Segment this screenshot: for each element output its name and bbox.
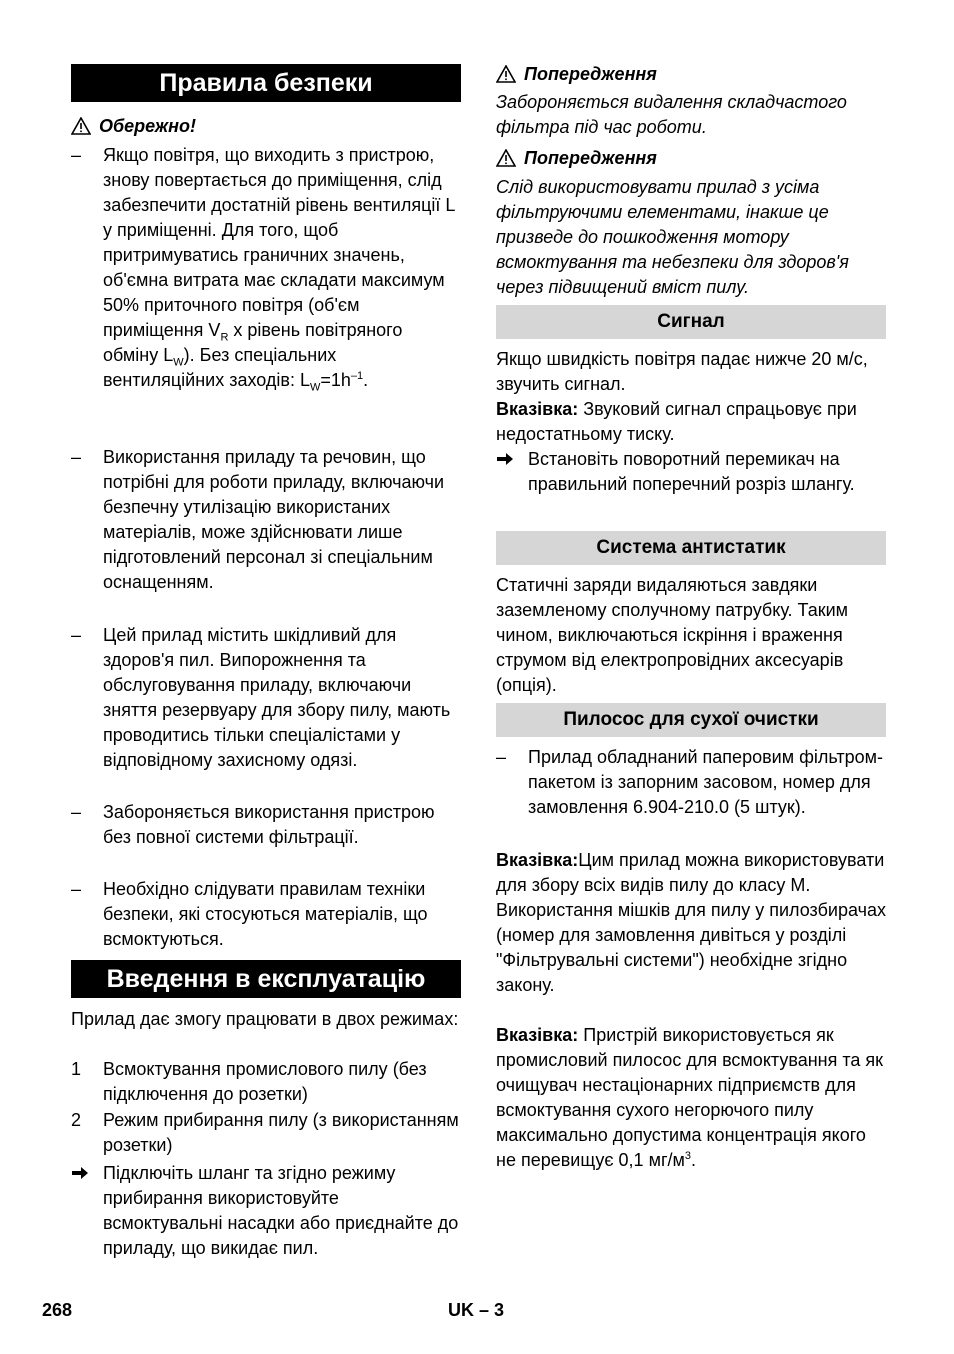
list-marker: – — [71, 145, 82, 165]
section-code: UK – 3 — [448, 1300, 505, 1320]
list-text: Режим прибирання пилу (з використанням розетки) — [103, 1110, 459, 1155]
list-item — [71, 800, 461, 850]
list-marker: – — [71, 625, 82, 645]
intro-text: Прилад дає змогу працювати в двох режимах: — [71, 1009, 459, 1029]
list-marker: – — [71, 879, 82, 899]
action-item — [496, 447, 886, 497]
signal-text: Якщо швидкість повітря падає нижче 20 м/с, звучить сигнал. — [496, 349, 868, 394]
list-marker: 2 — [71, 1110, 82, 1130]
section-heading-safety: Правила безпеки — [71, 64, 461, 102]
note-text: Вказівка:Цим прилад можна використовувати для збору всіх видів пилу до класу M. Використання мішків для пилу у пилозбирачах (номер для замовлення дивіться у розділі "Фільтрувальні системи") необхідне згідно закону. — [496, 850, 886, 995]
list-marker: – — [71, 802, 82, 822]
section-heading-antistatic: Система антистатик — [496, 531, 886, 565]
list-marker: – — [71, 447, 82, 467]
caution-label — [71, 114, 196, 139]
list-item — [71, 143, 461, 393]
warning-triangle-icon — [496, 65, 516, 83]
warning-text: Забороняється видалення складчастого фільтра під час роботи. — [496, 92, 847, 137]
warning-text: Слід використовувати прилад з усіма фільтруючими елементами, інакше це призведе до пошкодження мотору всмоктування та небезпеки для здоров'я через підвищений вміст пилу. — [496, 177, 849, 297]
arrow-right-icon — [496, 447, 524, 472]
section-heading-dry-cleaning: Пилосос для сухої очистки — [496, 703, 886, 737]
warning-triangle-icon — [71, 117, 91, 135]
action-text: Встановіть поворотний перемикач на правильний поперечний розріз шлангу. — [528, 449, 855, 494]
list-item — [71, 1057, 461, 1107]
action-text: Підключіть шланг та згідно режиму прибирання використовуйте всмоктувальні насадки або приєднайте до приладу, що викидає пил. — [103, 1163, 459, 1258]
section-heading-commissioning: Введення в експлуатацію — [71, 960, 461, 998]
list-item — [496, 745, 888, 820]
list-text: Цей прилад містить шкідливий для здоров'я пил. Випорожнення та обслуговування приладу, включаючи зняття резервуару для збору пилу, мають проводитись тільки спеціалістами у відповідному захисному одязі. — [103, 625, 451, 770]
list-text: Забороняється використання пристрою без повної системи фільтрації. — [103, 802, 435, 847]
page-number: 268 — [42, 1300, 73, 1320]
list-text: Всмоктування промислового пилу (без підключення до розетки) — [103, 1059, 427, 1104]
list-marker: – — [496, 747, 507, 767]
warning-title: Попередження — [524, 148, 657, 168]
warning-label — [496, 62, 657, 87]
note-text: Вказівка: Пристрій використовується як промисловий пилосос для всмоктування та як очищувач нестаціонарних підприємств для всмоктування сухого негорючого пилу максимально допустима концентрація якого не перевищує 0,1 $мг/м^3$. — [496, 1025, 884, 1170]
signal-note: Вказівка: Звуковий сигнал спрацьовує при недостатньому тиску. — [496, 399, 857, 444]
antistatic-text: Статичні заряди видаляються завдяки заземленому сполучному патрубку. Таким чином, виключаються іскріння і враження струмом від електропровідних аксесуарів (опція). — [496, 575, 849, 695]
list-item — [71, 877, 461, 952]
list-item — [71, 445, 461, 595]
list-item — [71, 623, 461, 773]
action-item — [71, 1161, 461, 1261]
caution-text: Обережно! — [99, 116, 197, 136]
list-text: Прилад обладнаний паперовим фільтром-пакетом із запорним засовом, номер для замовлення 6.904-210.0 (5 штук). — [528, 747, 883, 817]
list-item — [71, 1108, 461, 1158]
list-text: Якщо повітря, що виходить з пристрою, знову повертається до приміщення, слід забезпечити достатній рівень вентиляції L у приміщенні. Для того, щоб притримуватись граничних значень, об'ємна витрата має складати максимум 50% приточного повітря (об'єм приміщення $V_R$ x рівень повітряного обміну $L_W$). Без спеціальних вентиляційних заходів: $L_W=1h^{-1}$. — [103, 145, 455, 394]
warning-triangle-icon — [496, 149, 516, 167]
section-heading-signal: Сигнал — [496, 305, 886, 339]
list-text: Використання приладу та речовин, що потрібні для роботи приладу, включаючи безпечну утилізацію використаних матеріалів, може здійснювати лише підготовлений персонал зі спеціальним оснащенням. — [103, 447, 445, 592]
arrow-right-icon — [71, 1161, 99, 1186]
list-text: Необхідно слідувати правилам техніки безпеки, які стосуються матеріалів, що всмоктуються. — [103, 879, 428, 949]
list-marker: 1 — [71, 1059, 82, 1079]
warning-label — [496, 146, 657, 171]
warning-title: Попередження — [524, 64, 657, 84]
